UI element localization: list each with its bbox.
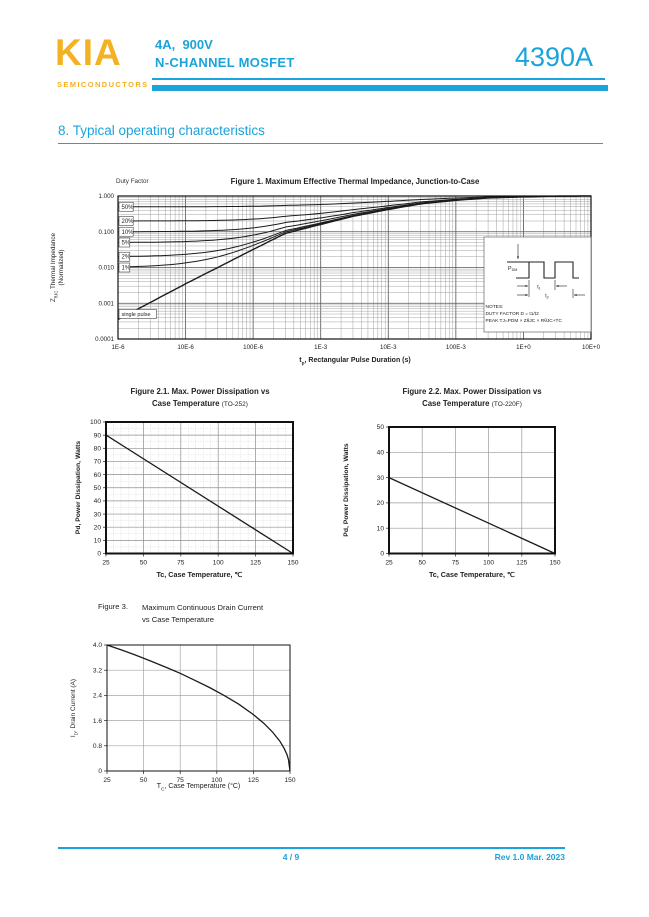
inset-note: DUTY FACTOR D = t1/t2 — [485, 312, 539, 317]
figure21-package: (TO-252) — [221, 400, 248, 408]
curve-label: 50% — [121, 204, 134, 211]
part-number: 4390A — [514, 42, 593, 72]
axis-tick-label: 100 — [212, 559, 224, 567]
section-underline — [58, 143, 603, 145]
xlabel-symbol: T — [156, 783, 162, 790]
curve-label: 20% — [121, 218, 134, 225]
footer-page-number: 4 / 9 — [282, 852, 300, 862]
axis-tick-label: 50 — [139, 559, 148, 567]
grid — [106, 422, 293, 554]
ylabel-symbol: Z — [50, 298, 57, 303]
axis-tick-label: 0 — [98, 768, 102, 776]
device-type: N-CHANNEL MOSFET — [155, 55, 295, 70]
ylabel-text: , Drain Current (A) — [70, 678, 77, 733]
ylabel-line2: (Normalized) — [58, 249, 65, 286]
axis-tick-label: 1.6 — [92, 717, 102, 725]
axis-tick-label: 150 — [549, 559, 561, 567]
figure1-title: Figure 1. Maximum Effective Thermal Impedance, Junction-to-Case — [230, 177, 480, 186]
curve-label: 5% — [121, 240, 131, 247]
curve-label: single pulse — [121, 312, 151, 319]
figure21-title-line1: Figure 2.1. Max. Power Dissipation vs — [130, 387, 270, 396]
axis-tick-label: 150 — [284, 777, 296, 784]
curve-label: 10% — [121, 229, 134, 236]
axis-tick-label: 0 — [380, 550, 384, 558]
axis-tick-label: 60 — [93, 471, 101, 479]
brand-sub-label: SEMICONDUCTORS — [57, 80, 149, 89]
axis-tick-label: 75 — [177, 559, 185, 567]
axis-tick-label: 25 — [385, 559, 393, 567]
figure21-y-axis-title: Pd, Power Dissipation, Watts — [75, 440, 82, 535]
axis-tick-label: 100 — [483, 559, 495, 567]
axis-tick-label: 3.2 — [92, 667, 102, 675]
figure21-chart — [58, 408, 310, 580]
axis-tick-label: 1E-6 — [111, 344, 125, 351]
axis-tick-label: 40 — [93, 498, 101, 506]
figure21-title-text: Case Temperature — [152, 398, 220, 408]
inset-t2-label: $t_2$ — [545, 293, 549, 300]
xlabel-subscript: C — [161, 787, 165, 793]
figure22-x-axis-title: Tc, Case Temperature, ℃ — [428, 570, 516, 579]
grid — [107, 645, 290, 771]
xlabel-subscript: p — [301, 361, 305, 367]
axis-tick-label: 0.8 — [92, 743, 102, 750]
figure3-x-axis-title — [107, 783, 290, 793]
figure22-title-text: Case Temperature — [422, 398, 490, 408]
grid — [389, 427, 555, 554]
axis-tick-label: 10E+0 — [581, 344, 601, 351]
axis-tick-label: 100 — [89, 419, 101, 427]
figure22-title-line1: Figure 2.2. Max. Power Dissipation vs — [402, 387, 542, 396]
axis-tick-label: 30 — [376, 474, 384, 482]
axis-tick-label: 50 — [418, 559, 426, 567]
header-rule-thin — [152, 78, 605, 80]
data-curve — [389, 478, 555, 554]
xlabel-symbol: t — [299, 357, 302, 364]
figure3-title-line2: vs Case Temperature — [142, 614, 215, 624]
axis-tick-label: 20 — [376, 500, 384, 508]
inset-note: PEAK TJ=PDM × ZθJC × RθJC+TC — [485, 319, 562, 324]
figure3-title — [142, 602, 263, 625]
axis-tick-label: 50 — [376, 424, 384, 432]
axis-tick-label: 100 — [211, 777, 223, 784]
fig1-inset — [484, 237, 591, 332]
curve-20% — [118, 196, 591, 221]
curve-label: 2% — [121, 254, 131, 261]
axis-tick-label: 50 — [93, 484, 101, 492]
axis-tick-label: 40 — [376, 449, 384, 457]
plot-border — [107, 645, 290, 771]
ylabel-symbol: I — [70, 735, 77, 738]
figure21-title — [78, 386, 322, 410]
figure3-label: Figure 3. — [98, 602, 128, 611]
footer-revision: Rev 1.0 Mar. 2023 — [494, 852, 565, 862]
axis-tick-label: 10 — [376, 525, 384, 533]
figure3-chart — [58, 632, 308, 800]
axis-tick-label: 1E-3 — [314, 344, 328, 351]
figure21-x-axis-title: Tc, Case Temperature, ℃ — [156, 570, 243, 579]
axis-tick-label: 80 — [93, 445, 101, 453]
axis-tick-label: 1E+0 — [516, 344, 531, 351]
axis-tick-label: 70 — [93, 458, 101, 466]
axis-tick-label: 10E-6 — [177, 344, 194, 351]
axis-tick-label: 20 — [93, 524, 101, 532]
header-rule-thick — [152, 85, 608, 91]
data-curve — [107, 645, 290, 771]
axis-tick-label: 25 — [102, 559, 110, 567]
figure1-x-axis-title — [118, 357, 592, 367]
axis-tick-label: 150 — [287, 559, 299, 567]
xlabel-text: , Rectangular Pulse Duration (s) — [304, 357, 411, 364]
xlabel-text: , Case Temperature (°C) — [164, 783, 241, 790]
axis-tick-label: 1.000 — [98, 193, 114, 200]
axis-tick-label: 10E-3 — [380, 344, 397, 351]
axis-tick-label: 75 — [451, 559, 460, 567]
axis-tick-label: 100E-6 — [243, 344, 264, 351]
inset-note: NOTES: — [485, 305, 504, 310]
axis-tick-label: 50 — [139, 777, 148, 784]
axis-tick-label: 0 — [97, 550, 101, 558]
axis-tick-label: 125 — [247, 777, 259, 784]
axis-tick-label: 75 — [176, 777, 184, 784]
figure22-chart — [340, 408, 600, 580]
ylabel-text: Thermal Impedance — [50, 232, 57, 291]
axis-tick-label: 25 — [103, 777, 111, 784]
device-rating: 4A, 900V — [155, 37, 213, 52]
axis-tick-label: 0.100 — [98, 228, 114, 236]
inset-t1-label: $t_1$ — [537, 284, 541, 291]
brand-logo: KIA — [55, 32, 122, 73]
fig1-curve-labels — [119, 202, 156, 318]
curve-label: 1% — [121, 265, 131, 272]
axis-tick-label: 2.4 — [92, 692, 102, 700]
figure1-duty-factor-label: Duty Factor — [116, 178, 149, 185]
axis-tick-label: 125 — [516, 559, 528, 567]
axis-tick-label: 0.0001 — [95, 336, 114, 343]
footer-rule — [58, 847, 565, 849]
axis-tick-label: 100E-3 — [445, 344, 466, 351]
axis-tick-label: 125 — [250, 559, 262, 567]
axis-tick-label: 4.0 — [92, 642, 102, 650]
inset-pdm-label: $P_{DM}$ — [508, 266, 518, 273]
figure22-y-axis-title: Pd, Power Dissipation, Watts — [343, 443, 350, 537]
figure22-title — [350, 386, 594, 410]
ylabel-subscript: θJC — [53, 290, 59, 299]
ylabel-subscript: D — [73, 732, 79, 736]
section-title: 8. Typical operating characteristics — [58, 123, 265, 138]
axis-tick-label: 0.010 — [98, 264, 114, 272]
axis-tick-label: 90 — [93, 432, 101, 440]
figure3-title-line1: Maximum Continuous Drain Current — [142, 603, 264, 612]
axis-tick-label: 30 — [93, 511, 101, 519]
figure1-chart — [58, 190, 601, 356]
axis-tick-label: 10 — [93, 537, 101, 545]
figure22-package: (TO-220F) — [491, 400, 522, 408]
axis-tick-label: 0.001 — [98, 300, 114, 308]
plot-border — [389, 427, 555, 554]
